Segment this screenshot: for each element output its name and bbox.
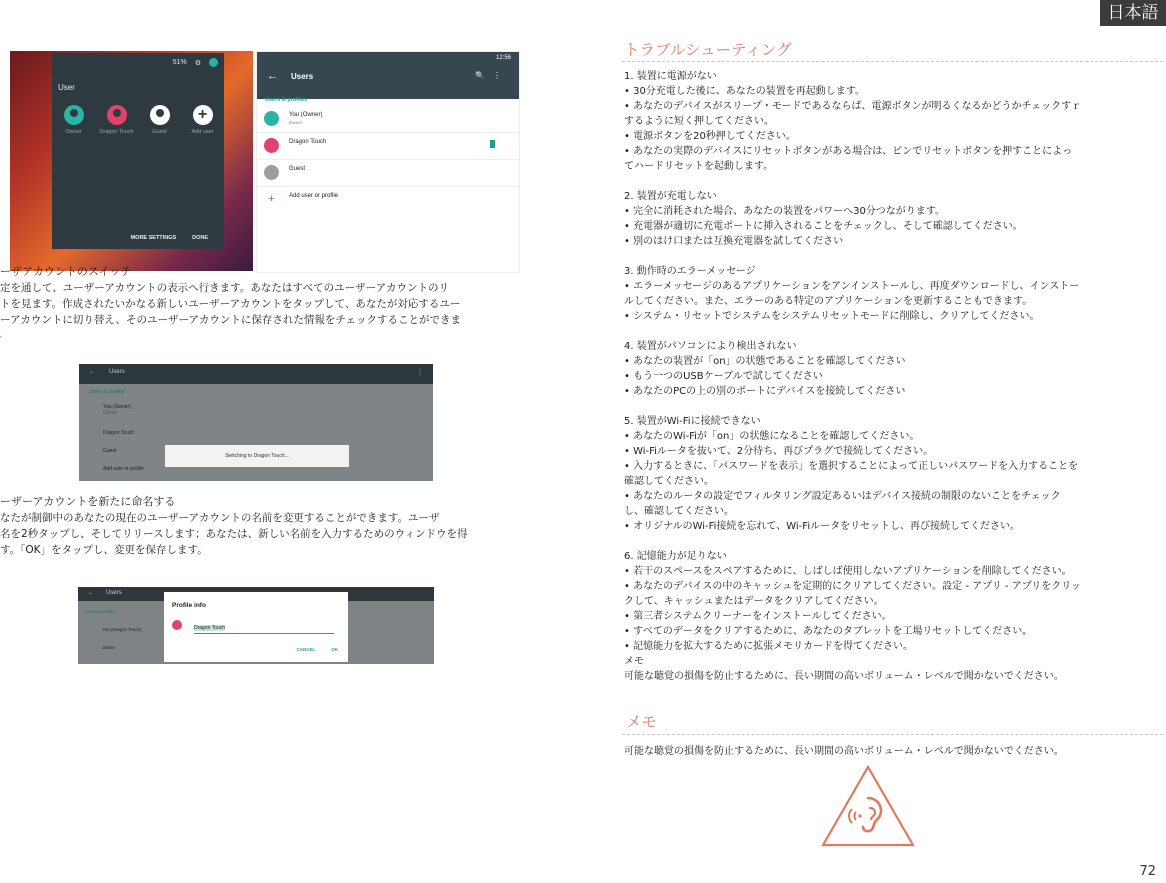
body-line: • 第三者システムクリーナーをインストールしてください。 (624, 611, 892, 622)
body-line: • あなたの装置が「on」の状態であることを確認してください (624, 356, 906, 367)
body-line: ルしてください。また、エラーのある特定のアプリケーションを更新することもできます。 (624, 296, 1033, 307)
search-icon[interactable]: ⋮ (417, 370, 423, 376)
avatar-icon (150, 105, 170, 125)
more-settings-button[interactable]: MORE SETTINGS (130, 235, 177, 241)
body-line: • 充電器が適切に充電ポートに挿入されることをチェックし、そして確認してください。 (624, 221, 1023, 232)
name-input[interactable]: Dragon Touch (194, 625, 334, 634)
plus-icon: + (264, 192, 279, 207)
users-list-screenshot (256, 51, 520, 273)
switching-screenshot (79, 364, 433, 481)
ok-button[interactable]: OK (331, 647, 338, 652)
body-line: • オリジナルのWi-Fi接続を忘れて、Wi-Fiルータをリセットし、再び接続してください。 (624, 521, 1020, 532)
list-item[interactable]: You (Dragon Touch) (102, 627, 142, 632)
user-guest[interactable] (140, 105, 180, 135)
body-line: • あなたのルータの設定でフィルタリング設定あるいはデバイス接続の制限のないことをチェック (624, 491, 1061, 502)
section-heading: 1. 装置に電源がない (624, 71, 717, 82)
row-label: You (Owner) Owner (289, 112, 323, 125)
section-header: Users & profiles (265, 97, 308, 103)
app-title: Users (109, 369, 125, 375)
body-line: • あなたのデバイスがスリープ・モードであるならば、電源ボタンが明るくなるかどうかチェックすｒ (624, 101, 1082, 112)
user-label: Dragon Touch (99, 129, 134, 135)
switching-dialog: Switching to Dragon Touch... (165, 445, 349, 467)
body-line: • あなたの実際のデバイスにリセットボタンがある場合は、ピンでリセットボタンを押すことによっ (624, 146, 1073, 157)
panel-title: User (58, 83, 75, 92)
memo-title: メモ (626, 713, 658, 731)
app-title: Users (106, 590, 122, 596)
body-line: • システム・リセットでシステムをシステムリセットモードに削除し、クリアしてください。 (624, 311, 1040, 322)
avatar-icon (107, 105, 127, 125)
switch-line: ーアカウントに切り替え、そのユーザーアカウントに保存された情報をチェックすることができま (0, 314, 462, 326)
body-line: するように短く押してください。 (624, 116, 774, 127)
app-bar (257, 52, 519, 99)
row-label: Add user or profile (289, 193, 339, 199)
section-heading: 5. 装置がWi-Fiに接続できない (624, 416, 761, 427)
rename-heading: ーザーアカウントを新たに命名する (0, 495, 176, 508)
avatar-icon (264, 165, 279, 180)
list-item[interactable] (257, 160, 519, 187)
user-label: Owner (65, 129, 82, 135)
list-item[interactable] (257, 106, 519, 133)
list-item[interactable]: Dragon Touch (103, 430, 135, 436)
divider (622, 734, 1163, 735)
body-line: 確認してください。 (624, 476, 714, 487)
list-item[interactable] (257, 187, 519, 213)
divider (622, 61, 1163, 62)
profile-info-dialog (164, 592, 348, 662)
panel-actions (131, 235, 208, 241)
body-line: メモ (624, 656, 644, 667)
body-line: • エラーメッセージのあるアプリケーションをアンインストールし、再度ダウンロードし、インストー (624, 281, 1080, 292)
body-line: • もう一つのUSBケーブルで試してください (624, 371, 823, 382)
user-switch-screenshot (10, 51, 253, 271)
user-dragon-touch[interactable] (97, 105, 137, 135)
switch-heading: ーザアカウントのスイッチ (0, 265, 132, 278)
quick-settings-panel (52, 53, 224, 249)
rename-line: す。「OK」をタップし、変更を保存します。 (0, 544, 208, 556)
search-icon[interactable]: 🔍⋮ (475, 71, 509, 80)
section-header: Users & profiles (84, 609, 116, 614)
back-arrow-icon[interactable]: ← (267, 70, 278, 82)
body-line: し、確認してください。 (624, 506, 734, 517)
user-label: Add user (191, 129, 214, 135)
switch-line: 定を通して、ユーザーアカウントの表示へ行きます。あなたはすべてのユーザーアカウントのリ (0, 282, 449, 294)
user-icon (209, 58, 218, 67)
section-header: Users & profiles (89, 389, 125, 395)
list-item[interactable]: Guest (103, 448, 117, 454)
list-item[interactable]: Owner (102, 645, 116, 650)
section-heading: 6. 記憶能力が足りない (624, 551, 727, 562)
profile-info-screenshot (78, 587, 434, 664)
switch-line: 。 (0, 332, 7, 339)
avatar-icon (64, 105, 84, 125)
hearing-warning-icon (820, 764, 916, 848)
battery-level: 51% (172, 59, 187, 66)
list-item[interactable]: Add user or profile (103, 466, 144, 472)
row-label: Dragon Touch (289, 139, 327, 145)
body-line: • 若干のスペースをスペアするために、しばしば使用しないアプリケーションを削除してください。 (624, 566, 1072, 577)
page-number: 72 (1139, 864, 1156, 879)
app-title: Users (291, 72, 314, 81)
status-bar (173, 58, 218, 67)
status-time: 12:56 (495, 55, 511, 61)
troubleshooting-title: トラブルシューティング (624, 41, 792, 59)
section-heading: 3. 動作時のエラーメッセージ (624, 266, 756, 277)
body-line: • あなたのデバイスの中のキャッシュを定期的にクリアしてください。設定 - アプリ - アプリをクリッ (624, 581, 1081, 592)
avatar-icon (264, 138, 279, 153)
body-line: • 完全に消耗された場合、あなたの装置をパワーへ30分つながります。 (624, 206, 946, 217)
plus-icon: + (193, 105, 213, 125)
list-item[interactable]: You (Owner) Owner (103, 404, 131, 416)
body-line: • 記憶能力を拡大するために拡張メモリカードを得てください。 (624, 641, 913, 652)
back-arrow-icon[interactable]: ← (88, 590, 94, 596)
cancel-button[interactable]: CANCEL (296, 647, 316, 652)
body-line: • 電源ボタンを20秒押してください。 (624, 131, 796, 142)
body-line: 可能な聴覚の損傷を防止するために、長い期間の高いボリューム・レベルで聞かないでください。 (624, 671, 1064, 682)
body-line: • あなたのPCの上の別のポートにデバイスを接続してください (624, 386, 906, 397)
body-line: てハードリセットを起動します。 (624, 161, 774, 172)
body-line: • あなたのWi-Fiが「on」の状態になることを確認してください。 (624, 431, 920, 442)
troubleshooting-body (624, 69, 1164, 684)
delete-icon[interactable] (490, 140, 495, 148)
done-button[interactable]: DONE (192, 235, 208, 241)
app-bar (79, 364, 433, 384)
body-line: クして、キャッシュまたはデータをクリアしてください。 (624, 596, 884, 607)
back-arrow-icon[interactable]: ← (89, 369, 95, 375)
avatar-icon (264, 111, 279, 126)
user-label: Guest (152, 129, 167, 135)
section-heading: 2. 装置が充電しない (624, 191, 717, 202)
rename-line: なたが制御中のあなたの現在のユーザーアカウントの名前を変更することができます。ユーザ (0, 512, 440, 524)
avatar-icon (172, 620, 182, 630)
user-owner[interactable] (54, 105, 94, 135)
body-line: • 入力するときに、「パスワードを表示」を選択することによって正しいパスワードを入力することを (624, 461, 1079, 472)
section-heading: 4. 装置がパソコンにより検出されない (624, 341, 797, 352)
user-list (52, 105, 224, 135)
body-line: • 30分充電した後に、あなたの装置を再起動します。 (624, 86, 866, 97)
body-line: • Wi-Fiルータを抜いて、2分待ち、再びプラグで接続してください。 (624, 446, 934, 457)
language-tab: 日本語 (1100, 0, 1166, 26)
dialog-title: Profile info (172, 602, 206, 609)
body-line: • すべてのデータをクリアするために、あなたのタブレットを工場リセットしてください。 (624, 626, 1033, 637)
body-line: • 別のはけ口または互換充電器を試してください (624, 236, 844, 247)
list-item[interactable] (257, 133, 519, 160)
user-add[interactable] (183, 105, 223, 135)
gear-icon: ⚙ (194, 59, 201, 67)
row-label: Guest (289, 166, 306, 172)
memo-text: 可能な聴覚の損傷を防止するために、長い期間の高いボリューム・レベルで聞かないでください。 (624, 746, 1064, 757)
rename-line: 名を2秒タップし、そしてリリースします；あなたは、新しい名前を入力するためのウィンドウを得 (0, 528, 468, 540)
dialog-buttons (297, 647, 339, 652)
switch-line: トを見ます。作成されたいかなる新しいユーザーアカウントをタップして、あなたが対応するユー (0, 298, 461, 310)
